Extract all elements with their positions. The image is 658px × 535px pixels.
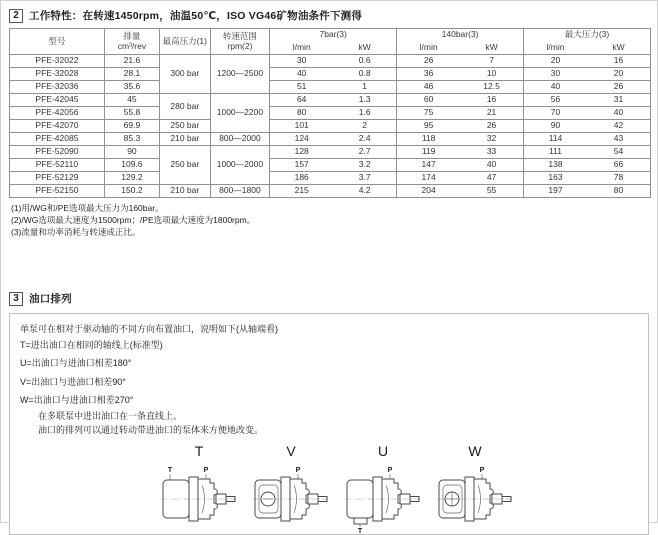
cell-qmax: 70 bbox=[524, 107, 587, 120]
cell-p7: 0.8 bbox=[333, 68, 396, 81]
desc-line: 油口的排列可以通过转动带进油口的泵体来方便地改变。 bbox=[38, 425, 264, 436]
cell-q140: 119 bbox=[397, 146, 460, 159]
speed-range-unit: rpm(2) bbox=[227, 40, 253, 51]
cell-q140: 46 bbox=[397, 81, 460, 94]
table-row bbox=[10, 55, 651, 68]
cell-model: PFE-52110 bbox=[10, 159, 105, 172]
cell-pressure: 210 bar bbox=[159, 185, 210, 198]
cell-p7: 1 bbox=[333, 81, 396, 94]
cell-displacement: 90 bbox=[104, 146, 159, 159]
table-row bbox=[10, 68, 651, 81]
cell-pmax: 66 bbox=[587, 159, 651, 172]
cell-pmax: 78 bbox=[587, 172, 651, 185]
table-row bbox=[10, 107, 651, 120]
cell-p7: 2.4 bbox=[333, 133, 396, 146]
cell-displacement: 21.6 bbox=[104, 55, 159, 68]
speed-range-label: 转速范围 bbox=[222, 30, 257, 41]
footnote-3: (3)流量和功率消耗与转速成正比。 bbox=[11, 227, 141, 238]
diagram-w-label: W bbox=[468, 442, 482, 459]
cell-displacement: 35.6 bbox=[104, 81, 159, 94]
col-group-140bar: 140bar(3) bbox=[397, 29, 524, 42]
cell-speed: 1200—2500 bbox=[210, 55, 270, 94]
cell-q7: 157 bbox=[270, 159, 333, 172]
cell-model: PFE-52129 bbox=[10, 172, 105, 185]
port-p-label: P bbox=[387, 466, 393, 474]
table-row bbox=[10, 81, 651, 94]
col-header-model: 型号 bbox=[10, 29, 105, 55]
port-diagrams bbox=[20, 444, 638, 533]
cell-p140: 12.5 bbox=[460, 81, 523, 94]
cell-displacement: 28.1 bbox=[104, 68, 159, 81]
cell-pmax: 16 bbox=[587, 55, 651, 68]
cell-q7: 64 bbox=[270, 94, 333, 107]
desc-line: V=出油口与进油口相差90° bbox=[20, 376, 126, 387]
subcol-max-power: kW bbox=[587, 42, 651, 55]
cell-model: PFE-32028 bbox=[10, 68, 105, 81]
section2-title: 工作特性：在转速1450rpm，油温50℃，ISO VG46矿物油条件下测得 bbox=[29, 10, 363, 22]
desc-line: 单泵可在相对于驱动轴的不同方向布置油口，说明如下(从轴端看) bbox=[20, 324, 278, 335]
section2-header bbox=[1, 1, 657, 28]
diagram-t bbox=[160, 444, 238, 533]
cell-q140: 60 bbox=[397, 94, 460, 107]
cell-p140: 32 bbox=[460, 133, 523, 146]
cell-speed: 1000—2200 bbox=[210, 94, 270, 133]
cell-p140: 7 bbox=[460, 55, 523, 68]
cell-p7: 2.7 bbox=[333, 146, 396, 159]
cell-q140: 95 bbox=[397, 120, 460, 133]
cell-displacement: 109.6 bbox=[104, 159, 159, 172]
section2-number-box: 2 bbox=[9, 9, 23, 23]
cell-q7: 124 bbox=[270, 133, 333, 146]
cell-q140: 118 bbox=[397, 133, 460, 146]
col-header-displacement bbox=[104, 29, 159, 55]
cell-p7: 3.7 bbox=[333, 172, 396, 185]
port-t-label: T bbox=[167, 466, 173, 474]
col-header-max-pressure: 最高压力(1) bbox=[159, 29, 210, 55]
col-group-7bar: 7bar(3) bbox=[270, 29, 397, 42]
cell-q140: 174 bbox=[397, 172, 460, 185]
subcol-max-flow: l/min bbox=[524, 42, 587, 55]
desc-line: U=出油口与进油口相差180° bbox=[20, 358, 132, 369]
footnote-2: (2)/WG选项最大速度为1500rpm；/PE选项最大速度为1800rpm。 bbox=[11, 215, 256, 226]
cell-model: PFE-42045 bbox=[10, 94, 105, 107]
cell-q140: 26 bbox=[397, 55, 460, 68]
cell-p140: 16 bbox=[460, 94, 523, 107]
cell-pressure: 280 bar bbox=[159, 94, 210, 120]
cell-qmax: 197 bbox=[524, 185, 587, 198]
cell-q140: 204 bbox=[397, 185, 460, 198]
cell-qmax: 20 bbox=[524, 55, 587, 68]
cell-p7: 0.6 bbox=[333, 55, 396, 68]
cell-q7: 80 bbox=[270, 107, 333, 120]
cell-speed: 800—1800 bbox=[210, 185, 270, 198]
cell-qmax: 111 bbox=[524, 146, 587, 159]
cell-pressure: 300 bar bbox=[159, 55, 210, 94]
cell-pressure: 210 bar bbox=[159, 133, 210, 146]
cell-p140: 33 bbox=[460, 146, 523, 159]
displacement-unit: cm³/rev bbox=[117, 40, 147, 51]
cell-p7: 4.2 bbox=[333, 185, 396, 198]
table-row bbox=[10, 133, 651, 146]
cell-qmax: 30 bbox=[524, 68, 587, 81]
subcol-140bar-power: kW bbox=[460, 42, 523, 55]
cell-qmax: 163 bbox=[524, 172, 587, 185]
cell-pressure: 250 bar bbox=[159, 146, 210, 185]
cell-pmax: 54 bbox=[587, 146, 651, 159]
cell-pmax: 43 bbox=[587, 133, 651, 146]
cell-qmax: 138 bbox=[524, 159, 587, 172]
cell-q140: 147 bbox=[397, 159, 460, 172]
cell-pmax: 31 bbox=[587, 94, 651, 107]
cell-qmax: 56 bbox=[524, 94, 587, 107]
cell-pressure: 250 bar bbox=[159, 120, 210, 133]
cell-qmax: 114 bbox=[524, 133, 587, 146]
port-p-label: P bbox=[479, 466, 485, 474]
cell-qmax: 90 bbox=[524, 120, 587, 133]
desc-line: 在多联泵中进出油口在一条直线上。 bbox=[38, 410, 183, 421]
cell-p7: 1.3 bbox=[333, 94, 396, 107]
table-row bbox=[10, 172, 651, 185]
table-row bbox=[10, 146, 651, 159]
table-row bbox=[10, 185, 651, 198]
subcol-7bar-power: kW bbox=[333, 42, 396, 55]
section3 bbox=[1, 284, 657, 535]
col-header-speed-range bbox=[210, 29, 270, 55]
cell-speed: 1000—2000 bbox=[210, 146, 270, 185]
cell-displacement: 45 bbox=[104, 94, 159, 107]
pump-side-view-v-icon bbox=[252, 459, 330, 533]
diagram-t-label: T bbox=[194, 442, 204, 459]
diagram-v bbox=[252, 444, 330, 533]
cell-model: PFE-52090 bbox=[10, 146, 105, 159]
cell-p7: 2 bbox=[333, 120, 396, 133]
section3-number-box: 3 bbox=[9, 292, 23, 306]
port-p-label: P bbox=[295, 466, 301, 474]
pump-side-view-u-icon bbox=[344, 459, 422, 533]
cell-speed: 800—2000 bbox=[210, 133, 270, 146]
cell-p140: 26 bbox=[460, 120, 523, 133]
cell-model: PFE-32022 bbox=[10, 55, 105, 68]
cell-pmax: 40 bbox=[587, 107, 651, 120]
cell-model: PFE-42085 bbox=[10, 133, 105, 146]
cell-q7: 186 bbox=[270, 172, 333, 185]
diagram-v-label: V bbox=[286, 442, 296, 459]
diagram-u-label: U bbox=[377, 442, 389, 459]
displacement-label: 排量 bbox=[123, 30, 141, 41]
table-row bbox=[10, 159, 651, 172]
cell-q7: 40 bbox=[270, 68, 333, 81]
subcol-140bar-flow: l/min bbox=[397, 42, 460, 55]
table-row bbox=[10, 120, 651, 133]
cell-displacement: 150.2 bbox=[104, 185, 159, 198]
cell-q7: 128 bbox=[270, 146, 333, 159]
pump-side-view-w-icon bbox=[436, 459, 514, 533]
cell-q140: 75 bbox=[397, 107, 460, 120]
cell-p140: 47 bbox=[460, 172, 523, 185]
cell-displacement: 69.9 bbox=[104, 120, 159, 133]
cell-displacement: 129.2 bbox=[104, 172, 159, 185]
port-p-label: P bbox=[203, 466, 209, 474]
desc-line: W=出油口与进油口相差270° bbox=[20, 395, 134, 406]
desc-line: T=进出油口在相同的轴线上(标准型) bbox=[20, 339, 163, 350]
port-t-label: T bbox=[357, 527, 363, 533]
cell-q7: 51 bbox=[270, 81, 333, 94]
subcol-7bar-flow: l/min bbox=[270, 42, 333, 55]
cell-q7: 30 bbox=[270, 55, 333, 68]
cell-p140: 21 bbox=[460, 107, 523, 120]
footnotes bbox=[11, 202, 647, 238]
port-arrangement-box bbox=[9, 313, 649, 535]
section3-title: 油口排列 bbox=[29, 293, 72, 306]
diagram-u bbox=[344, 444, 422, 533]
cell-model: PFE-52150 bbox=[10, 185, 105, 198]
port-arrangement-description bbox=[20, 322, 638, 438]
cell-p140: 10 bbox=[460, 68, 523, 81]
section3-header bbox=[1, 284, 657, 311]
cell-pmax: 26 bbox=[587, 81, 651, 94]
cell-p140: 40 bbox=[460, 159, 523, 172]
pump-side-view-t-icon bbox=[160, 459, 238, 533]
cell-p7: 1.6 bbox=[333, 107, 396, 120]
diagram-w bbox=[436, 444, 514, 533]
cell-p140: 55 bbox=[460, 185, 523, 198]
cell-model: PFE-42056 bbox=[10, 107, 105, 120]
col-group-max-pressure: 最大压力(3) bbox=[524, 29, 651, 42]
table-row bbox=[10, 94, 651, 107]
cell-q7: 215 bbox=[270, 185, 333, 198]
cell-displacement: 85.3 bbox=[104, 133, 159, 146]
cell-pmax: 42 bbox=[587, 120, 651, 133]
spec-table bbox=[9, 28, 651, 198]
cell-pmax: 20 bbox=[587, 68, 651, 81]
cell-displacement: 55.8 bbox=[104, 107, 159, 120]
cell-q7: 101 bbox=[270, 120, 333, 133]
cell-p7: 3.2 bbox=[333, 159, 396, 172]
cell-model: PFE-42070 bbox=[10, 120, 105, 133]
footnote-1: (1)用/WG和/PE选项最大压力为160bar。 bbox=[11, 203, 164, 213]
cell-qmax: 40 bbox=[524, 81, 587, 94]
cell-pmax: 80 bbox=[587, 185, 651, 198]
cell-q140: 36 bbox=[397, 68, 460, 81]
cell-model: PFE-32036 bbox=[10, 81, 105, 94]
